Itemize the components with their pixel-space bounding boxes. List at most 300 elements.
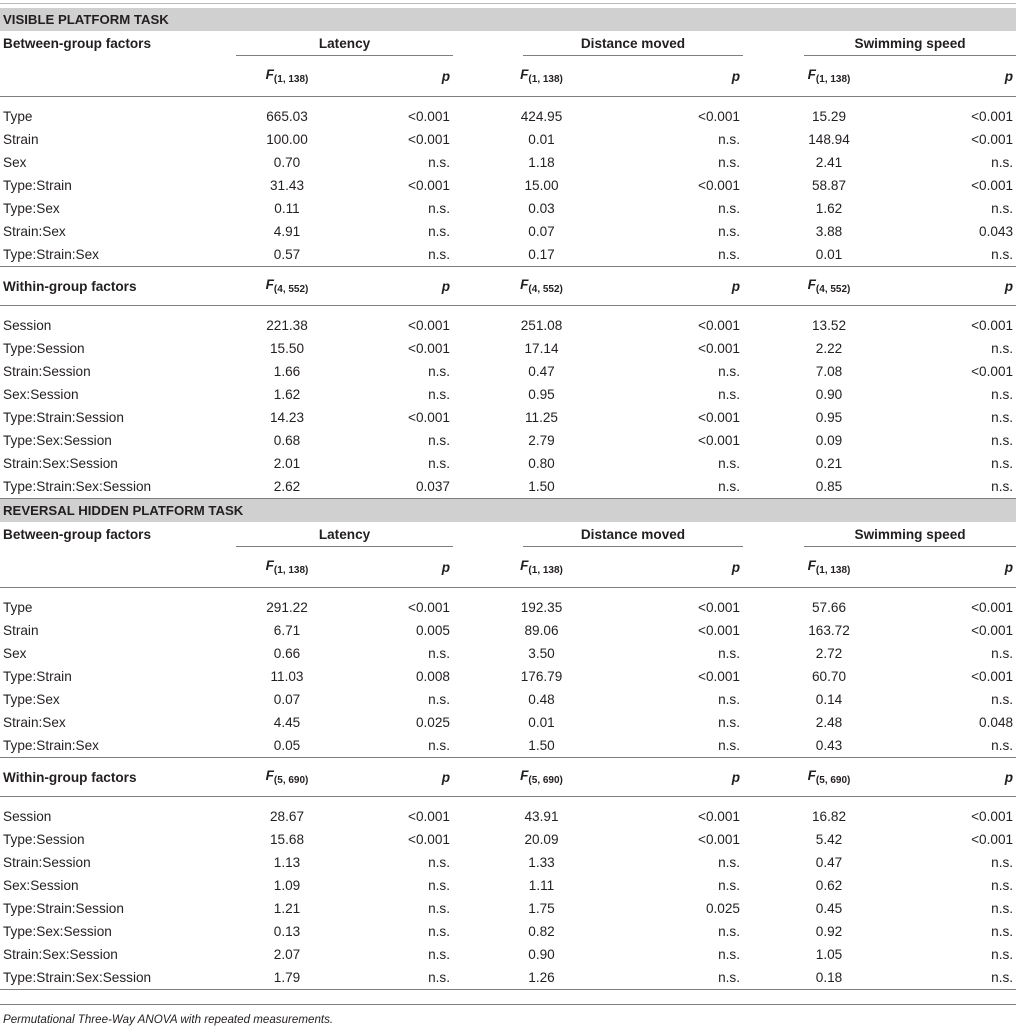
table-row <box>0 874 1016 897</box>
f-value: 0.09 <box>815 433 843 448</box>
measure-swimming-speed: Swimming speed <box>804 31 1016 56</box>
f-value: 0.90 <box>528 947 555 962</box>
p-value: <0.001 <box>971 364 1014 379</box>
table-row <box>0 360 1016 383</box>
measure-latency: Latency <box>236 522 453 547</box>
table-row <box>0 105 1016 128</box>
table-row <box>0 337 1016 360</box>
factor-label: Type <box>3 109 33 124</box>
p-value: <0.001 <box>698 318 740 333</box>
factor-label: Type:Sex:Session <box>3 924 112 939</box>
f-value: 4.45 <box>273 715 301 730</box>
f-value: 0.68 <box>273 433 301 448</box>
f-value: 0.47 <box>528 364 555 379</box>
p-value: <0.001 <box>698 832 740 847</box>
section-header <box>0 8 1016 31</box>
within-group-label: Within-group factors <box>0 267 236 306</box>
f-value: 1.13 <box>273 855 301 870</box>
p-value: <0.001 <box>408 132 450 147</box>
p-value: n.s. <box>991 924 1014 939</box>
table-row <box>0 151 1016 174</box>
factor-label: Strain <box>3 132 39 147</box>
f-value: 57.66 <box>811 600 847 615</box>
factor-label: Type:Strain:Sex:Session <box>0 475 236 499</box>
p-value: <0.001 <box>698 341 740 356</box>
p-value: n.s. <box>991 433 1014 448</box>
f-value: 0.95 <box>815 410 843 425</box>
f-letter: F <box>807 67 816 82</box>
p-value: n.s. <box>991 387 1014 402</box>
f-letter: F <box>807 768 816 783</box>
p-value: <0.001 <box>698 410 740 425</box>
p-value: n.s. <box>428 646 450 661</box>
p-value: n.s. <box>718 878 740 893</box>
p-value: 0.048 <box>979 715 1014 730</box>
p-header: p <box>338 267 453 306</box>
p-value: 0.005 <box>415 623 450 638</box>
p-value: n.s. <box>915 734 1016 758</box>
p-value: <0.001 <box>408 318 450 333</box>
p-value: <0.001 <box>698 109 740 124</box>
p-value: 0.025 <box>705 901 740 916</box>
p-value: n.s. <box>428 901 450 916</box>
factor-label: Type:Session <box>3 341 85 356</box>
f-value: 0.70 <box>273 155 301 170</box>
p-value: n.s. <box>718 364 740 379</box>
factor-label: Type:Strain:Session <box>3 901 124 916</box>
f-value: 2.79 <box>528 433 555 448</box>
p-value: n.s. <box>991 646 1014 661</box>
section-title: VISIBLE PLATFORM TASK <box>0 8 1016 31</box>
f-value: 0.01 <box>528 715 555 730</box>
within-statistic-header-row <box>0 758 1016 797</box>
f-statistic-header <box>236 267 338 306</box>
f-symbol <box>807 67 851 85</box>
p-value: n.s. <box>915 475 1016 499</box>
f-statistic-header <box>236 56 338 97</box>
factor-label: Sex:Session <box>3 387 79 402</box>
f-value: 4.91 <box>273 224 301 239</box>
p-value: <0.001 <box>971 178 1014 193</box>
f-value: 0.95 <box>528 387 555 402</box>
p-value: n.s. <box>718 155 740 170</box>
factor-label: Type:Sex <box>3 692 60 707</box>
factor-label: Type:Sex <box>3 201 60 216</box>
f-value: 2.07 <box>273 947 301 962</box>
f-symbol <box>807 277 851 295</box>
f-value: 5.42 <box>815 832 843 847</box>
p-value: <0.001 <box>698 433 740 448</box>
p-value: n.s. <box>915 966 1016 990</box>
between-group-label: Between-group factors <box>3 526 152 542</box>
p-value: <0.001 <box>408 178 450 193</box>
f-value: 1.75 <box>528 901 555 916</box>
p-value: n.s. <box>718 132 740 147</box>
f-value: 1.11 <box>528 878 555 893</box>
row-spacer <box>0 588 1016 597</box>
factor-label: Type:Strain:Sex:Session <box>0 966 236 990</box>
p-value: <0.001 <box>408 410 450 425</box>
factor-label: Type:Strain <box>3 178 72 193</box>
f-symbol <box>265 277 309 295</box>
row-label-spacer <box>0 547 236 588</box>
f-value: 0.62 <box>815 878 843 893</box>
f-value: 17.14 <box>524 341 559 356</box>
f-value: 0.05 <box>236 734 338 758</box>
f-statistic-header <box>743 267 915 306</box>
f-value: 0.01 <box>528 132 555 147</box>
p-header: p <box>915 758 1016 797</box>
table-row <box>0 734 1016 758</box>
f-symbol <box>265 67 309 85</box>
degrees-of-freedom: (5, 690) <box>273 775 309 786</box>
p-value: n.s. <box>915 243 1016 267</box>
spacer-cell <box>0 797 1016 806</box>
p-value: <0.001 <box>971 109 1014 124</box>
column-gap <box>743 522 804 547</box>
f-value: 221.38 <box>266 318 308 333</box>
f-value: 0.92 <box>815 924 843 939</box>
p-value: n.s. <box>991 341 1014 356</box>
p-value: n.s. <box>718 224 740 239</box>
f-letter: F <box>265 768 274 783</box>
f-value: 665.03 <box>266 109 308 124</box>
table-footnote: Permutational Three-Way ANOVA with repeated measurements. <box>3 1013 334 1026</box>
f-value: 20.09 <box>524 832 559 847</box>
p-value: n.s. <box>428 201 450 216</box>
f-value: 291.22 <box>266 600 308 615</box>
f-statistic-header <box>236 547 338 588</box>
p-header: p <box>630 267 743 306</box>
table-row <box>0 383 1016 406</box>
f-value: 0.43 <box>743 734 915 758</box>
p-value: <0.001 <box>408 809 450 824</box>
f-value: 0.57 <box>236 243 338 267</box>
f-value: 0.17 <box>453 243 630 267</box>
factor-label: Sex:Session <box>3 878 79 893</box>
table-row <box>0 828 1016 851</box>
f-value: 0.45 <box>815 901 843 916</box>
f-statistic-header <box>453 267 630 306</box>
f-value: 14.23 <box>269 410 305 425</box>
f-value: 1.50 <box>453 734 630 758</box>
f-value: 13.52 <box>811 318 847 333</box>
p-value: <0.001 <box>408 600 450 615</box>
degrees-of-freedom: (5, 690) <box>815 775 851 786</box>
f-value: 0.01 <box>743 243 915 267</box>
p-value: n.s. <box>991 878 1014 893</box>
p-value: <0.001 <box>698 178 740 193</box>
table-row <box>0 596 1016 619</box>
f-value: 0.48 <box>528 692 555 707</box>
measure-latency: Latency <box>236 31 453 56</box>
p-value: n.s. <box>428 433 450 448</box>
p-value: n.s. <box>718 715 740 730</box>
f-value: 1.33 <box>528 855 555 870</box>
p-value: <0.001 <box>408 109 450 124</box>
f-value: 11.03 <box>270 669 304 684</box>
p-value: <0.001 <box>408 832 450 847</box>
f-symbol <box>520 67 563 85</box>
f-letter: F <box>265 277 274 292</box>
factor-label: Strain:Sex:Session <box>3 947 118 962</box>
f-value: 192.35 <box>520 600 563 615</box>
f-value: 0.11 <box>274 201 300 216</box>
degrees-of-freedom: (1, 138) <box>815 565 851 576</box>
f-value: 1.62 <box>815 201 843 216</box>
f-symbol <box>807 768 851 786</box>
within-statistic-header-row <box>0 267 1016 306</box>
f-value: 1.50 <box>453 475 630 499</box>
column-gap <box>453 522 523 547</box>
p-header: p <box>338 56 453 97</box>
f-value: 3.88 <box>815 224 843 239</box>
f-symbol <box>807 558 851 576</box>
f-statistic-header <box>453 547 630 588</box>
table-row <box>0 688 1016 711</box>
f-value: 2.01 <box>273 456 301 471</box>
p-value: n.s. <box>991 155 1014 170</box>
table-row <box>0 128 1016 151</box>
f-symbol <box>265 768 309 786</box>
f-symbol <box>520 558 563 576</box>
p-value: n.s. <box>630 475 743 499</box>
f-letter: F <box>520 67 529 82</box>
p-value: n.s. <box>630 734 743 758</box>
measure-distance-moved: Distance moved <box>523 522 743 547</box>
f-symbol <box>520 277 563 295</box>
factor-label: Type:Sex:Session <box>3 433 112 448</box>
statistic-header-row <box>0 547 1016 588</box>
f-value: 1.09 <box>273 878 301 893</box>
row-spacer <box>0 306 1016 315</box>
f-letter: F <box>807 558 816 573</box>
f-value: 2.72 <box>815 646 843 661</box>
f-value: 1.26 <box>453 966 630 990</box>
factor-label: Type:Session <box>3 832 85 847</box>
f-value: 15.68 <box>269 832 305 847</box>
p-header: p <box>915 56 1016 97</box>
column-gap <box>453 31 523 56</box>
p-value: <0.001 <box>971 669 1014 684</box>
table-row <box>0 920 1016 943</box>
factor-label: Strain:Sex <box>3 224 66 239</box>
measure-distance-moved: Distance moved <box>523 31 743 56</box>
factor-label: Session <box>3 809 52 824</box>
f-value: 43.91 <box>524 809 559 824</box>
p-value: n.s. <box>991 410 1014 425</box>
table-row <box>0 851 1016 874</box>
table-row <box>0 475 1016 499</box>
f-symbol <box>520 768 563 786</box>
factor-label: Sex <box>3 646 27 661</box>
p-value: n.s. <box>718 201 740 216</box>
p-value: n.s. <box>428 878 450 893</box>
p-value: n.s. <box>718 456 740 471</box>
row-spacer <box>0 797 1016 806</box>
f-letter: F <box>520 768 529 783</box>
f-value: 176.79 <box>520 669 563 684</box>
f-value: 58.87 <box>811 178 847 193</box>
factor-label: Sex <box>3 155 27 170</box>
table-row <box>0 220 1016 243</box>
degrees-of-freedom: (1, 138) <box>528 74 563 85</box>
f-value: 0.03 <box>528 201 555 216</box>
spacer-cell <box>0 306 1016 315</box>
spacer-cell <box>0 588 1016 597</box>
f-value: 0.90 <box>815 387 843 402</box>
f-value: 1.18 <box>528 155 555 170</box>
p-value: n.s. <box>428 224 450 239</box>
factor-label: Strain:Session <box>3 364 91 379</box>
table-row <box>0 406 1016 429</box>
f-value: 7.08 <box>815 364 843 379</box>
p-value: <0.001 <box>971 318 1014 333</box>
f-letter: F <box>520 558 529 573</box>
statistic-header-row <box>0 56 1016 97</box>
p-value: 0.025 <box>415 715 450 730</box>
degrees-of-freedom: (1, 138) <box>528 565 563 576</box>
f-letter: F <box>265 67 274 82</box>
f-value: 0.07 <box>273 692 301 707</box>
table-row <box>0 642 1016 665</box>
degrees-of-freedom: (1, 138) <box>273 74 309 85</box>
within-group-label: Within-group factors <box>0 758 236 797</box>
f-value: 1.79 <box>236 966 338 990</box>
degrees-of-freedom: (1, 138) <box>273 565 309 576</box>
f-value: 15.50 <box>269 341 305 356</box>
p-value: 0.043 <box>979 224 1014 239</box>
table-row <box>0 966 1016 990</box>
p-value: n.s. <box>428 387 450 402</box>
p-value: n.s. <box>428 947 450 962</box>
between-group-label: Between-group factors <box>3 35 152 51</box>
f-statistic-header <box>236 758 338 797</box>
f-value: 0.18 <box>743 966 915 990</box>
f-value: 0.85 <box>743 475 915 499</box>
factor-label: Type:Strain <box>3 669 72 684</box>
f-value: 0.80 <box>528 456 555 471</box>
factor-label: Type:Strain:Sex <box>0 243 236 267</box>
f-letter: F <box>265 558 274 573</box>
p-value: n.s. <box>428 855 450 870</box>
f-statistic-header <box>743 547 915 588</box>
anova-table <box>0 8 1016 990</box>
table-row <box>0 429 1016 452</box>
f-value: 1.62 <box>273 387 301 402</box>
f-value: 100.00 <box>266 132 308 147</box>
f-letter: F <box>807 277 816 292</box>
f-statistic-header <box>453 758 630 797</box>
p-value: n.s. <box>428 924 450 939</box>
f-value: 2.62 <box>236 475 338 499</box>
p-value: n.s. <box>428 692 450 707</box>
factor-label: Type:Strain:Sex <box>0 734 236 758</box>
f-value: 89.06 <box>524 623 559 638</box>
f-value: 0.82 <box>528 924 555 939</box>
degrees-of-freedom: (1, 138) <box>815 74 851 85</box>
p-value: <0.001 <box>971 623 1014 638</box>
f-value: 163.72 <box>808 623 850 638</box>
factor-label: Session <box>3 318 52 333</box>
f-value: 15.29 <box>811 109 847 124</box>
table-row <box>0 805 1016 828</box>
factor-label: Type <box>3 600 33 615</box>
degrees-of-freedom: (4, 552) <box>528 284 563 295</box>
p-value: n.s. <box>718 924 740 939</box>
p-value: n.s. <box>338 243 453 267</box>
f-value: 424.95 <box>520 109 563 124</box>
spacer-cell <box>0 97 1016 106</box>
p-value: n.s. <box>718 947 740 962</box>
p-value: n.s. <box>718 646 740 661</box>
table-row <box>0 897 1016 920</box>
f-value: 28.67 <box>269 809 305 824</box>
f-value: 1.21 <box>273 901 301 916</box>
table-row <box>0 314 1016 337</box>
p-value: n.s. <box>991 947 1014 962</box>
p-value: 0.037 <box>338 475 453 499</box>
factor-label: Strain:Sex:Session <box>3 456 118 471</box>
table-row <box>0 174 1016 197</box>
degrees-of-freedom: (5, 690) <box>528 775 563 786</box>
f-value: 15.00 <box>524 178 559 193</box>
p-value: <0.001 <box>698 623 740 638</box>
p-value: <0.001 <box>971 132 1014 147</box>
f-symbol <box>265 558 309 576</box>
measure-swimming-speed: Swimming speed <box>804 522 1016 547</box>
p-value: n.s. <box>991 855 1014 870</box>
f-value: 0.07 <box>528 224 555 239</box>
p-value: <0.001 <box>698 669 740 684</box>
p-header: p <box>915 267 1016 306</box>
f-statistic-header <box>743 758 915 797</box>
p-header: p <box>338 758 453 797</box>
p-value: <0.001 <box>971 809 1014 824</box>
f-value: 6.71 <box>273 623 301 638</box>
p-value: n.s. <box>338 734 453 758</box>
p-value: 0.008 <box>415 669 450 684</box>
p-value: n.s. <box>991 901 1014 916</box>
p-value: <0.001 <box>408 341 450 356</box>
f-value: 1.05 <box>815 947 843 962</box>
section-header <box>0 499 1016 523</box>
f-value: 2.41 <box>815 155 843 170</box>
p-value: <0.001 <box>971 832 1014 847</box>
row-label-spacer <box>0 56 236 97</box>
bottom-rule <box>0 1004 1016 1005</box>
p-header: p <box>915 547 1016 588</box>
p-value: <0.001 <box>698 809 740 824</box>
p-value: <0.001 <box>971 600 1014 615</box>
f-value: 60.70 <box>811 669 847 684</box>
p-header: p <box>630 547 743 588</box>
table-row <box>0 665 1016 688</box>
factor-label: Strain <box>3 623 39 638</box>
p-value: n.s. <box>718 387 740 402</box>
f-letter: F <box>520 277 529 292</box>
measure-header-row <box>0 31 1016 56</box>
p-value: <0.001 <box>698 600 740 615</box>
p-value: n.s. <box>718 692 740 707</box>
f-value: 0.21 <box>815 456 843 471</box>
p-value: n.s. <box>428 456 450 471</box>
f-value: 31.43 <box>269 178 305 193</box>
p-value: n.s. <box>991 456 1014 471</box>
table-row <box>0 943 1016 966</box>
factor-label: Strain:Sex <box>3 715 66 730</box>
f-value: 2.48 <box>815 715 843 730</box>
